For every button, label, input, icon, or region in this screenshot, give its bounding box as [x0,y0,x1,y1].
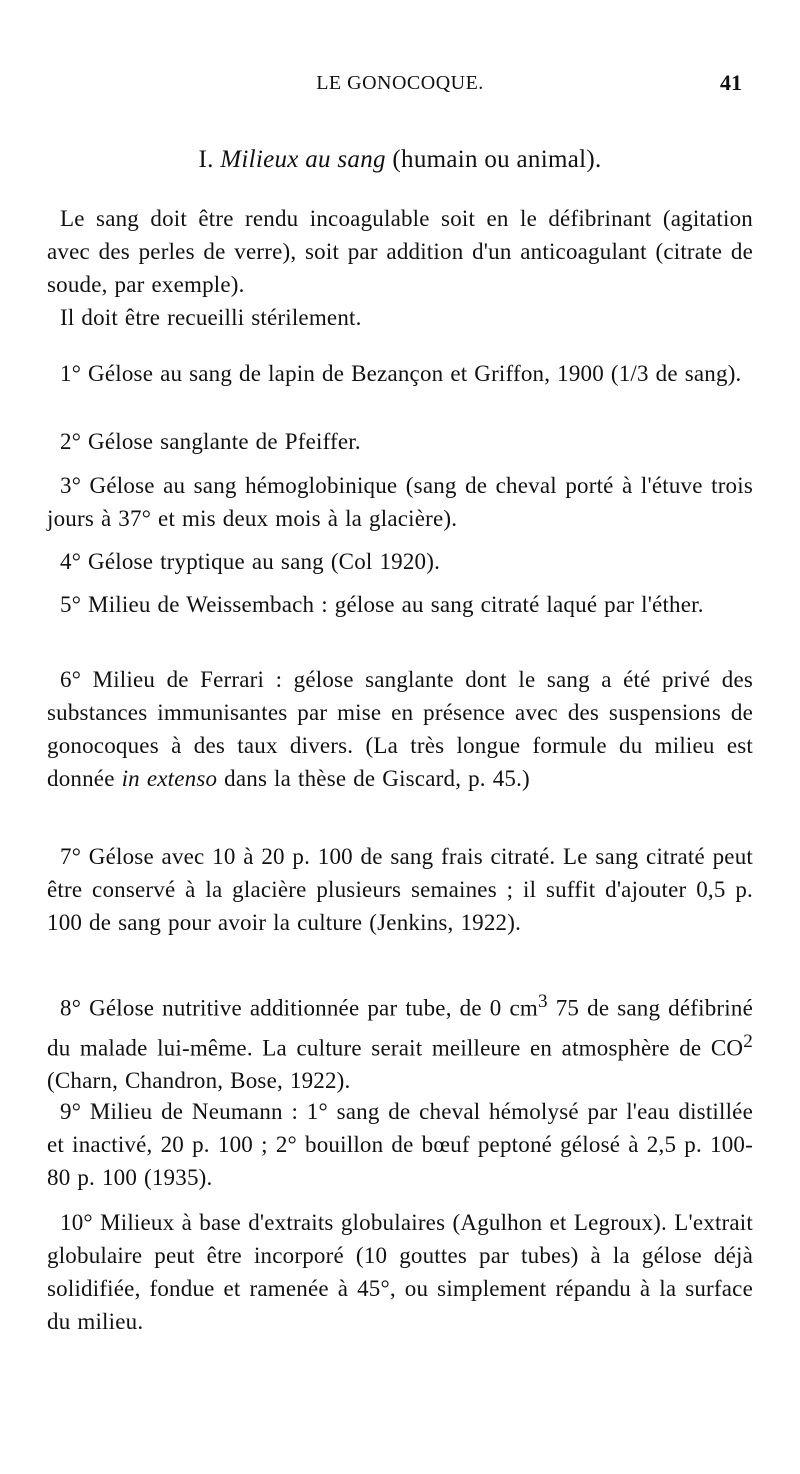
list-item-5: 5° Milieu de Weissembach : gélose au sang citraté laqué par l'éther. [60,592,704,617]
section-heading [0,145,800,175]
item-8-superscript-2: 2 [743,1030,753,1052]
list-item-10: 10° Milieux à base d'extraits globulaires (Agulhon et Legroux). L'extrait globulaire peut être incorporé (10 gouttes par tubes) à la gélose déjà solidifiée, fondue et ramenée à 45°, ou simplement répandu à la surface du milieu. [47,1210,753,1334]
running-title: LE GONOCOQUE. [316,72,484,94]
item-6-text-after: dans la thèse de Giscard, p. 45.) [217,766,530,791]
item-8-text-after: (Charn, Chandron, Bose, 1922). [47,1068,351,1094]
item-6-text: 6° Milieu de Ferrari : gélose sanglante dont le sang a été privé des substances immunisantes par mise en présence avec des suspensions de gonocoques à des taux divers. (La très longue formule du milieu est donnée [47,667,753,791]
list-item-6 [47,663,753,795]
section-title-italic: Milieux au sang [220,146,386,173]
intro-paragraph: Il doit être recueilli stérilement. [60,305,362,330]
intro [47,202,753,334]
item-8-text: 8° Gélose nutritive additionnée par tube, de 0 cm [60,995,538,1021]
list-item-8 [47,985,753,1097]
list-item-9: 9° Milieu de Neumann : 1° sang de cheval hémolysé par l'eau distillée et inactivé, 20 p. 100 ; 2° bouillon de bœuf peptoné gélosé à 2,5 p. 100-80 p. 100 (1935). [47,1099,753,1190]
item-8-text-mid: 75 de sang défibriné du malade lui-même. La culture serait meilleure en atmosphère de CO [47,995,753,1061]
list-item-3: 3° Gélose au sang hémoglobinique (sang de cheval porté à l'étuve trois jours à 37° et mis deux mois à la glacière). [47,473,753,531]
intro-paragraph: Le sang doit être rendu incoagulable soit en le défibrinant (agitation avec des perles de verre), soit par addition d'un anticoagulant (citrate de soude, par exemple). [47,206,753,297]
item-6-italic: in extenso [121,766,218,791]
list-item-2: 2° Gélose sanglante de Pfeiffer. [60,429,361,454]
item-8-superscript: 3 [537,991,548,1012]
list-item-7: 7° Gélose avec 10 à 20 p. 100 de sang frais citraté. Le sang citraté peut être conservé à la glacière plusieurs semaines ; il suffit d'ajouter 0,5 p. 100 de sang pour avoir la culture (Jenkins, 1922). [47,844,753,935]
section-number: I. [198,146,214,173]
running-head [0,72,800,102]
section-title-rest: (humain ou animal). [392,146,602,173]
list-item-4: 4° Gélose tryptique au sang (Col 1920). [60,549,441,574]
page-number: 41 [720,70,742,95]
list-item-1: 1° Gélose au sang de lapin de Bezançon et Griffon, 1900 (1/3 de sang). [60,361,742,386]
